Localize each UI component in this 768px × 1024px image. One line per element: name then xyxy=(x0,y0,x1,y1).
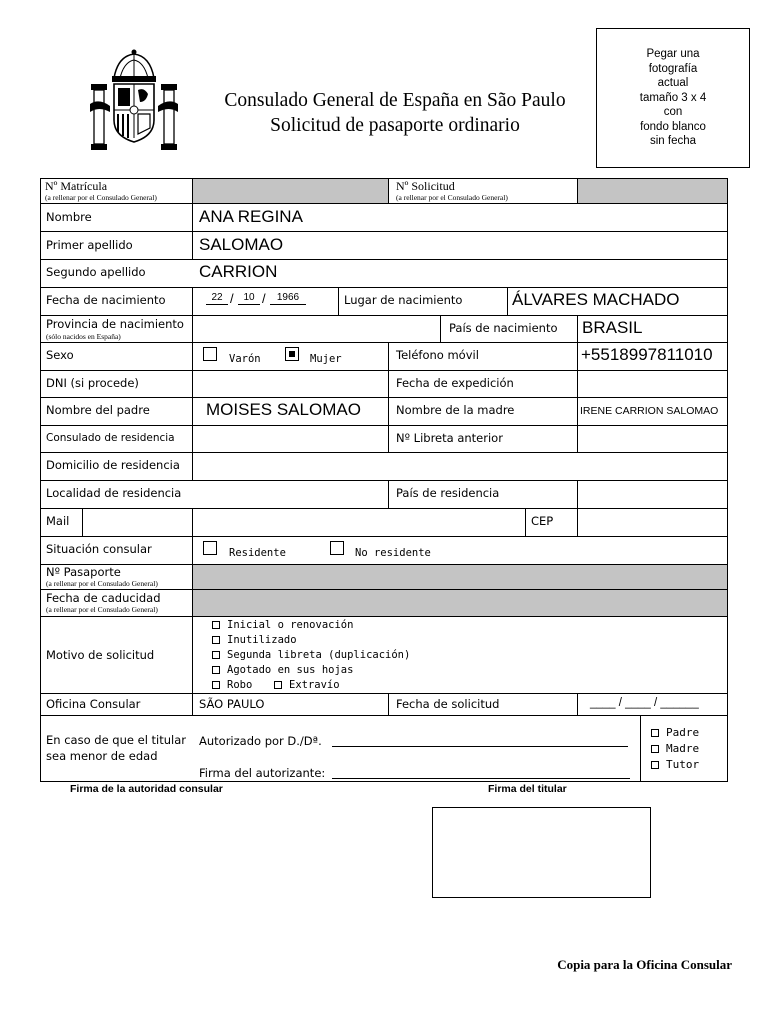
caducidad-note: (a rellenar por el Consulado General) xyxy=(46,605,158,614)
pasaporte-note: (a rellenar por el Consulado General) xyxy=(46,579,158,588)
pais-res-label: País de residencia xyxy=(396,486,500,500)
firma-autorizante-label: Firma del autorizante: xyxy=(199,766,326,780)
nombre-label: Nombre xyxy=(46,210,92,224)
consulado-res-label: Consulado de residencia xyxy=(46,432,175,444)
firma-titular-box[interactable] xyxy=(432,807,651,898)
padre-label: Nombre del padre xyxy=(46,403,150,417)
solicitud-label: Nº Solicitud xyxy=(396,179,455,193)
checkbox-icon xyxy=(212,681,220,689)
copia-note: Copia para la Oficina Consular xyxy=(557,957,732,972)
passport-form xyxy=(40,178,728,782)
pais-nac-value[interactable]: BRASIL xyxy=(582,318,643,337)
fecha-nac-month[interactable]: 10 xyxy=(238,292,260,305)
menor-label-1: En caso de que el titular xyxy=(46,733,187,747)
lugar-nac-value[interactable]: ÁLVARES MACHADO xyxy=(512,290,680,309)
checkbox-icon xyxy=(212,636,220,644)
photo-line: actual xyxy=(657,77,689,89)
motivo-label: Motivo de solicitud xyxy=(46,648,155,662)
varon-label: Varón xyxy=(229,353,261,365)
motivo-option-extravio[interactable]: Extravío xyxy=(274,679,340,691)
matricula-label: Nº Matrícula xyxy=(45,179,108,193)
photo-line: fondo blanco xyxy=(640,120,706,133)
no-residente-label: No residente xyxy=(355,547,431,559)
motivo-option-agotado[interactable]: Agotado en sus hojas xyxy=(212,664,353,676)
checkbox-icon xyxy=(651,761,659,769)
relacion-madre[interactable]: Madre xyxy=(651,742,699,755)
madre-value[interactable]: IRENE CARRION SALOMAO xyxy=(580,405,719,417)
checkbox-icon xyxy=(651,745,659,753)
lugar-nac-label: Lugar de nacimiento xyxy=(344,293,463,307)
pais-nac-label: País de nacimiento xyxy=(449,321,558,335)
fecha-exp-label: Fecha de expedición xyxy=(396,376,514,390)
localidad-label: Localidad de residencia xyxy=(46,486,182,500)
fecha-sol-blank[interactable]: ____ / ____ / ______ xyxy=(590,697,699,709)
fecha-nac-label: Fecha de nacimiento xyxy=(46,293,166,307)
mail-label: Mail xyxy=(46,514,70,528)
date-slash: / xyxy=(230,291,234,306)
telefono-value[interactable]: +5518997811010 xyxy=(581,345,713,364)
autorizado-label: Autorizado por D./Dª. xyxy=(199,734,322,748)
checkbox-icon xyxy=(274,681,282,689)
motivo-option-robo[interactable]: Robo xyxy=(212,679,252,691)
title-line-1: Consulado General de España en São Paulo xyxy=(224,90,566,111)
no-residente-checkbox[interactable] xyxy=(330,541,344,555)
fecha-nac-day[interactable]: 22 xyxy=(206,292,228,305)
firma-autorizante-line[interactable] xyxy=(332,778,630,779)
title-line-2: Solicitud de pasaporte ordinario xyxy=(270,115,520,136)
cep-label: CEP xyxy=(531,514,554,528)
relacion-tutor[interactable]: Tutor xyxy=(651,758,699,771)
madre-label: Nombre de la madre xyxy=(396,403,515,417)
menor-label-2: sea menor de edad xyxy=(46,749,158,763)
segundo-apellido-value[interactable]: CARRION xyxy=(199,262,278,281)
firma-autoridad-label: Firma de la autoridad consular xyxy=(70,783,223,795)
photo-line: Pegar una xyxy=(646,48,700,60)
provincia-note: (sólo nacidos en España) xyxy=(46,332,121,341)
motivo-option-segunda[interactable]: Segunda libreta (duplicación) xyxy=(212,649,410,661)
checkbox-icon xyxy=(651,729,659,737)
caducidad-label: Fecha de caducidad xyxy=(46,591,161,605)
checkbox-icon xyxy=(212,621,220,629)
provincia-label: Provincia de nacimiento xyxy=(46,317,184,331)
motivo-option-inicial[interactable]: Inicial o renovación xyxy=(212,619,353,631)
dni-label: DNI (si procede) xyxy=(46,376,139,390)
nombre-value[interactable]: ANA REGINA xyxy=(199,207,303,226)
checkbox-icon xyxy=(212,666,220,674)
varon-checkbox[interactable] xyxy=(203,347,217,361)
oficina-value[interactable]: SÃO PAULO xyxy=(199,697,265,711)
primer-apellido-label: Primer apellido xyxy=(46,238,133,252)
fecha-sol-label: Fecha de solicitud xyxy=(396,697,500,711)
primer-apellido-value[interactable]: SALOMAO xyxy=(199,235,284,254)
mujer-checkbox[interactable] xyxy=(285,347,299,361)
pasaporte-label: Nº Pasaporte xyxy=(46,565,121,579)
photo-box xyxy=(596,28,750,168)
fecha-nac-year[interactable]: 1966 xyxy=(270,292,306,305)
autorizado-line[interactable] xyxy=(332,746,628,747)
matricula-note: (a rellenar por el Consulado General) xyxy=(45,193,157,202)
firma-titular-label: Firma del titular xyxy=(488,783,567,795)
date-slash: / xyxy=(262,291,266,306)
checkbox-icon xyxy=(212,651,220,659)
photo-line: fotografía xyxy=(648,62,698,75)
residente-checkbox[interactable] xyxy=(203,541,217,555)
situacion-label: Situación consular xyxy=(46,542,152,556)
domicilio-label: Domicilio de residencia xyxy=(46,458,180,472)
segundo-apellido-label: Segundo apellido xyxy=(46,265,146,279)
coat-of-arms-crest xyxy=(88,48,180,156)
photo-line: tamaño 3 x 4 xyxy=(639,91,707,104)
mujer-label: Mujer xyxy=(310,353,342,365)
header-title xyxy=(190,88,600,138)
relacion-padre[interactable]: Padre xyxy=(651,726,699,739)
oficina-label: Oficina Consular xyxy=(46,697,141,711)
residente-label: Residente xyxy=(229,547,286,559)
sexo-label: Sexo xyxy=(46,348,74,362)
libreta-label: Nº Libreta anterior xyxy=(396,431,503,445)
photo-line: sin fecha xyxy=(649,135,697,147)
solicitud-note: (a rellenar por el Consulado General) xyxy=(396,193,508,202)
motivo-option-inutilizado[interactable]: Inutilizado xyxy=(212,634,297,646)
checked-mark-icon xyxy=(289,351,295,357)
padre-value[interactable]: MOISES SALOMAO xyxy=(206,400,361,419)
telefono-label: Teléfono móvil xyxy=(396,348,479,362)
photo-line: con xyxy=(663,106,683,118)
